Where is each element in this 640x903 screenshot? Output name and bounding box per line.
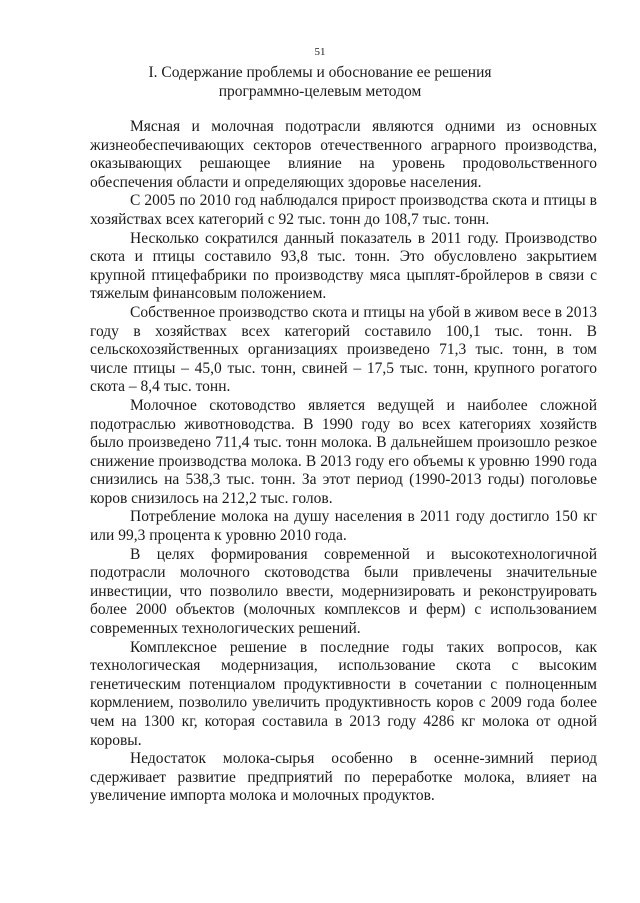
paragraph-6: Потребление молока на душу населения в 2011 году достигло 150 кг или 99,3 процента к уровню 2010 года. bbox=[90, 508, 597, 545]
section-title-line-2: программно-целевым методом bbox=[218, 83, 422, 100]
document-body bbox=[90, 118, 597, 806]
section-title bbox=[90, 63, 550, 101]
paragraph-1: Мясная и молочная подотрасли являются одними из основных жизнеобеспечивающих секторов отечественного аграрного производства, оказывающих решающее влияние на уровень продовольственного обеспечения области и определяющих здоровье населения. bbox=[90, 118, 597, 191]
section-title-line-1: I. Содержание проблемы и обоснование ее решения bbox=[148, 64, 492, 81]
page-number: 51 bbox=[314, 46, 326, 58]
paragraph-2: С 2005 по 2010 год наблюдался прирост производства скота и птицы в хозяйствах всех категорий с 92 тыс. тонн до 108,7 тыс. тонн. bbox=[90, 192, 597, 228]
paragraph-4: Собственное производство скота и птицы на убой в живом весе в 2013 году в хозяйствах всех категорий составило 100,1 тыс. тонн. В сельскохозяйственных организациях произведено 71,3 тыс. тонн, в том числе птицы – 45,0 тыс. тонн, свиней – 17,5 тыс. тонн, крупного рогатого скота – 8,4 тыс. тонн. bbox=[90, 303, 597, 396]
paragraph-3: Несколько сократился данный показатель в 2011 году. Производство скота и птицы составило 93,8 тыс. тонн. Это обусловлено закрытием крупной птицефабрики по производству мяса цыплят-бройлеров в связи с тяжелым финансовым положением. bbox=[90, 229, 597, 303]
paragraph-5: Молочное скотоводство является ведущей и наиболее сложной подотраслью животноводства. В 1990 году во всех категориях хозяйств было произведено 711,4 тыс. тонн молока. В дальнейшем произошло резкое снижение производства молока. В 2013 году его объемы к уровню 1990 года снизились на 538,3 тыс. тонн. За этот период (1990-2013 годы) поголовье коров снизилось на 212,2 тыс. голов. bbox=[90, 396, 597, 507]
paragraph-8: Комплексное решение в последние годы таких вопросов, как технологическая модернизация, использование скота с высоким генетическим потенциалом продуктивности в сочетании с полноценным кормлением, позволило увеличить продуктивность коров с 2009 года более чем на 1300 кг, которая составила в 2013 году 4286 кг молока от одной коровы. bbox=[90, 638, 597, 749]
paragraph-9: Недостаток молока-сырья особенно в осенне-зимний период сдерживает развитие предприятий по переработке молока, влияет на увеличение импорта молока и молочных продуктов. bbox=[90, 750, 597, 805]
paragraph-7: В целях формирования современной и высокотехнологичной подотрасли молочного скотоводства были привлечены значительные инвестиции, что позволило ввести, модернизировать и реконструировать более 2000 объектов (молочных комплексов и ферм) с использованием современных технологических решений. bbox=[90, 545, 597, 638]
